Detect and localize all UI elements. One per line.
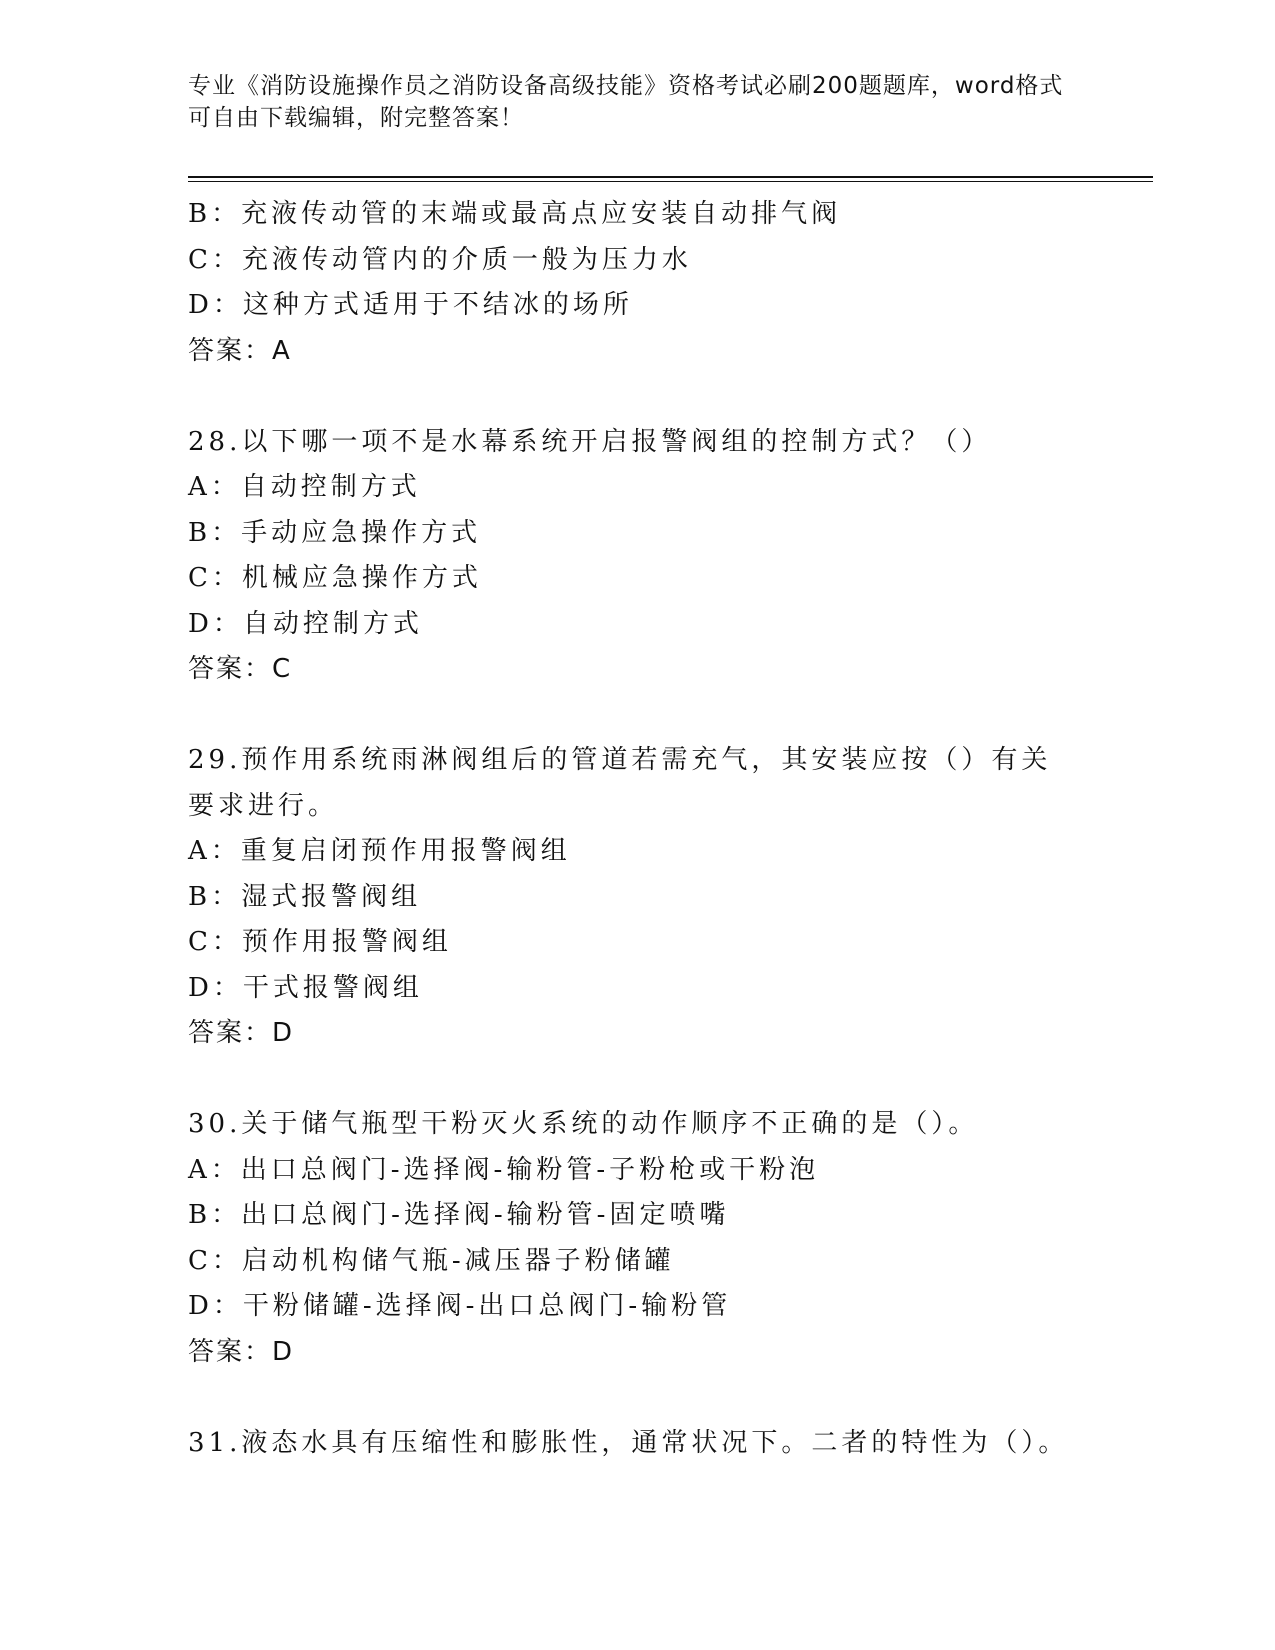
option-line: D：干粉储罐-选择阀-出口总阀门-输粉管 (188, 1291, 732, 1321)
answer-line: 答案：A (188, 335, 292, 366)
answer-line: 答案：D (188, 1336, 295, 1367)
option-line: C：机械应急操作方式 (188, 563, 482, 593)
option-line: D：自动控制方式 (188, 608, 423, 639)
header-rule-thick (188, 176, 1153, 178)
question-29: 29.预作用系统雨淋阀组后的管道若需充气，其安装应按（）有关要求进行。 (188, 745, 1052, 821)
option-line: D：干式报警阀组 (188, 972, 423, 1003)
option-line: A：重复启闭预作用报警阀组 (188, 836, 571, 866)
option-line: B：充液传动管的末端或最高点应安装自动排气阀 (188, 199, 842, 229)
option-line: B：湿式报警阀组 (188, 881, 422, 912)
document-page (188, 70, 1148, 1466)
option-line: D：这种方式适用于不结冰的场所 (188, 290, 633, 320)
option-line: A：自动控制方式 (188, 472, 421, 502)
page-header: 专业《消防设施操作员之消防设备高级技能》资格考试必刷200题题库，word格式可自由下载编辑，附完整答案！ (188, 73, 1064, 131)
question-list (188, 192, 1148, 1466)
header-rule-thin (188, 181, 1153, 182)
option-line: C：充液传动管内的介质一般为压力水 (188, 244, 692, 275)
question-28: 28.以下哪一项不是水幕系统开启报警阀组的控制方式？（） (188, 426, 992, 457)
question-30: 30.关于储气瓶型干粉灭火系统的动作顺序不正确的是（）。 (188, 1109, 979, 1139)
option-line: A：出口总阀门-选择阀-输粉管-子粉枪或干粉泡 (188, 1154, 820, 1185)
option-line: B：手动应急操作方式 (188, 517, 482, 548)
option-line: C：预作用报警阀组 (188, 927, 452, 957)
answer-line: 答案：D (188, 1018, 295, 1048)
option-line: B：出口总阀门-选择阀-输粉管-固定喷嘴 (188, 1200, 730, 1230)
option-line: C：启动机构储气瓶-减压器子粉储罐 (188, 1245, 675, 1276)
question-31: 31.液态水具有压缩性和膨胀性，通常状况下。二者的特性为（）。 (188, 1427, 1069, 1458)
answer-line: 答案：C (188, 654, 293, 684)
